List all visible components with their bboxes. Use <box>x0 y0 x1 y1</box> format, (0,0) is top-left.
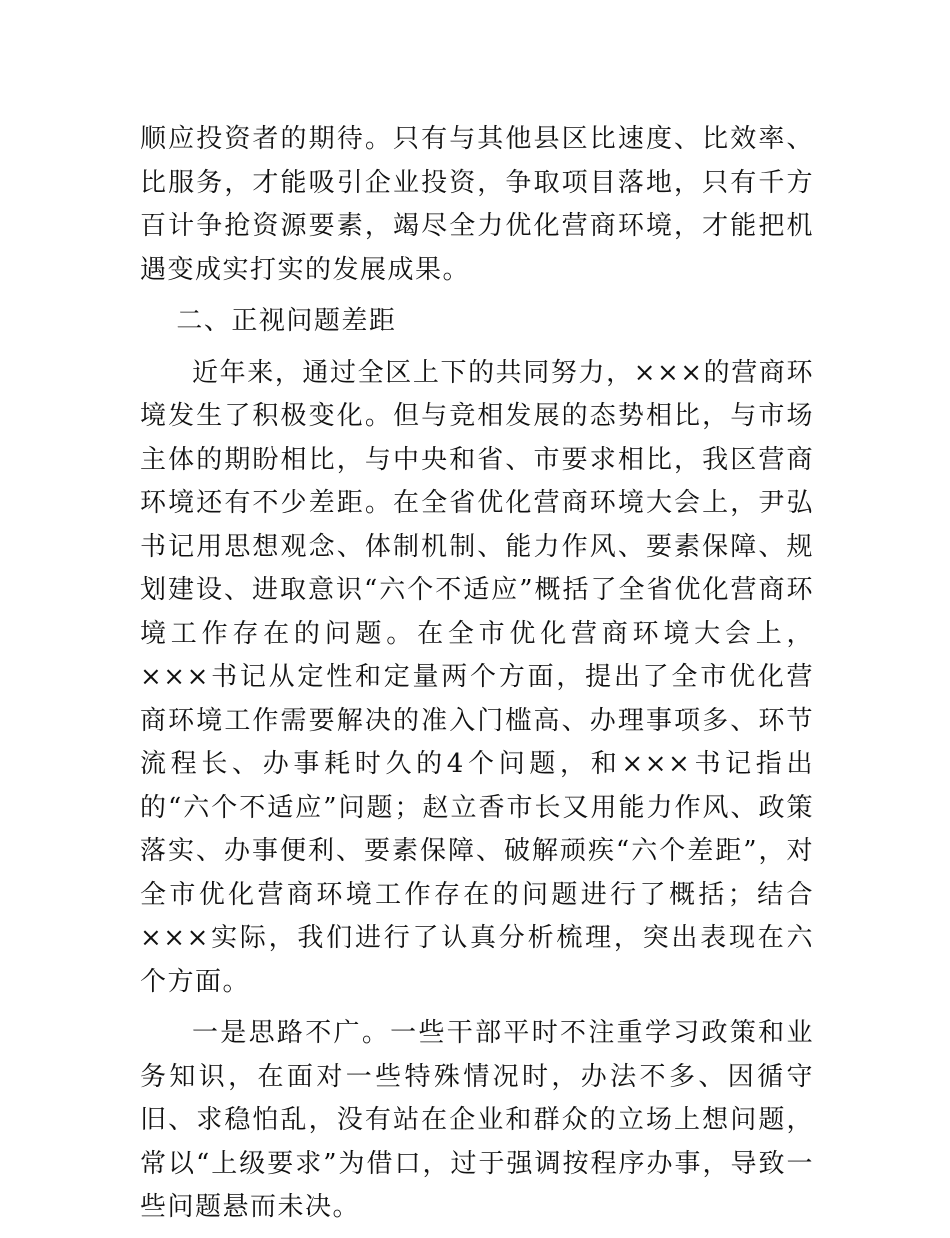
paragraph-point-one: 一是思路不广。一些干部平时不注重学习政策和业务知识，在面对一些特殊情况时，办法不多、因循守旧、求稳怕乱，没有站在企业和群众的立场上想问题，常以“上级要求”为借口，过于强调按程序办事，导致一些问题悬而未决。 <box>140 1018 814 1222</box>
paragraph-body: 近年来，通过全区上下的共同努力，×××的营商环境发生了积极变化。但与竞相发展的态势相比，与市场主体的期盼相比，与中央和省、市要求相比，我区营商环境还有不少差距。在全省优化营商环境大会上，尹弘书记用思想观念、体制机制、能力作风、要素保障、规划建设、进取意识“六个不适应”概括了全省优化营商环境工作存在的问题。在全市优化营商环境大会上，×××书记从定性和定量两个方面，提出了全市优化营商环境工作需要解决的准入门槛高、办理事项多、环节流程长、办事耗时久的4个问题，和×××书记指出的“六个不适应”问题；赵立香市长又用能力作风、政策落实、办事便利、要素保障、破解顽疾“六个差距”，对全市优化营商环境工作存在的问题进行了概括；结合×××实际，我们进行了认真分析梳理，突出表现在六个方面。 <box>140 357 814 997</box>
section-heading: 二、正视问题差距 <box>176 306 397 336</box>
document-page <box>140 118 814 1238</box>
paragraph-continuation: 顺应投资者的期待。只有与其他县区比速度、比效率、比服务，才能吸引企业投资，争取项目落地，只有千方百计争抢资源要素，竭尽全力优化营商环境，才能把机遇变成实打实的发展成果。 <box>140 124 814 285</box>
